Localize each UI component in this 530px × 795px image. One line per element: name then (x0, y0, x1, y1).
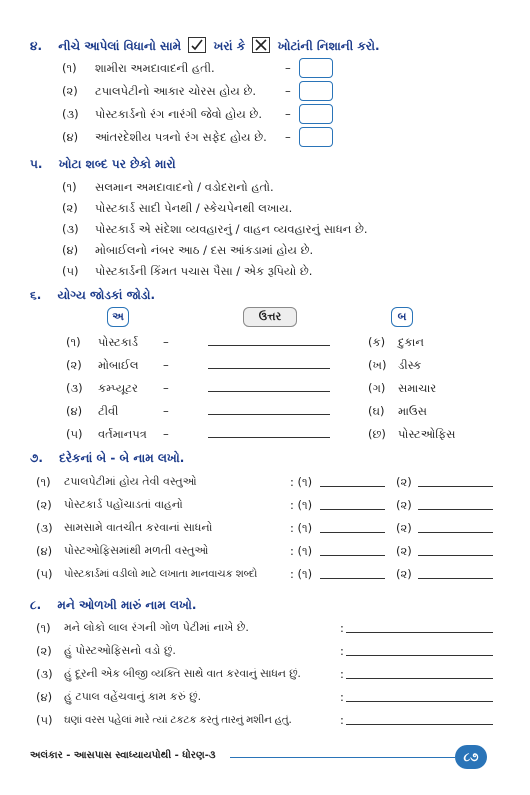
section-title-mid: ખરાં કે (213, 39, 246, 53)
right-number: (ગ) (368, 381, 386, 395)
item-number: (૨) (36, 498, 52, 512)
left-text: ટીવી (98, 404, 119, 418)
left-number: (૫) (66, 427, 83, 441)
right-text: સમાચાર (398, 381, 437, 395)
answer-line[interactable] (418, 509, 493, 510)
item-text: શામીરા અમદાવાદની હતી. (95, 61, 215, 75)
answer-1-label: : (૧) (290, 567, 313, 581)
item-dash: – (285, 130, 291, 144)
page-footer (0, 745, 530, 769)
left-dash: – (163, 358, 169, 372)
section-number: ૪. (30, 39, 42, 53)
item-text: ટપાલપેટીનો આકાર ચોરસ હોય છે. (95, 84, 257, 98)
left-text: પોસ્ટકાર્ડ (98, 335, 138, 349)
answer-2-label: (૨) (396, 544, 412, 558)
answer-line[interactable] (346, 632, 493, 633)
answer-1-label: : (૧) (290, 544, 313, 558)
answer-line[interactable] (320, 532, 385, 533)
answer-line[interactable] (320, 509, 385, 510)
cross-box-icon (252, 37, 270, 53)
answer-line[interactable] (346, 724, 493, 725)
answer-line[interactable] (346, 678, 493, 679)
item-number: (૨) (62, 84, 78, 98)
answer-2-label: (૨) (396, 475, 412, 489)
answer-1-label: : (૧) (290, 475, 313, 489)
item-text: મને લોકો લાલ રંગની ગોળ પેટીમાં નાખે છે. (64, 621, 249, 634)
column-b-label: બ (391, 307, 413, 327)
section-title: યોગ્ય જોડકાં જોડો. (57, 288, 156, 302)
item-number: (૩) (62, 107, 79, 121)
item-number: (૨) (36, 644, 52, 658)
item-number: (૩) (62, 222, 79, 236)
section-number: ૫. (30, 157, 43, 171)
item-text: પોસ્ટકાર્ડ સાદી પેનથી / સ્કેચપેનથી લખાય. (95, 201, 293, 215)
colon: : (340, 713, 344, 727)
answer-line[interactable] (208, 345, 330, 346)
right-text: દુકાન (398, 335, 424, 349)
section-number: ૮. (30, 598, 42, 612)
item-text: હું પોસ્ટઓફિસનો વડો છું. (64, 644, 176, 657)
right-text: માઉસ (398, 404, 427, 418)
left-dash: – (163, 427, 169, 441)
colon: : (340, 644, 344, 658)
item-text: પોસ્ટકાર્ડનો રંગ નારંગી જેવો હોય છે. (95, 107, 262, 121)
answer-line[interactable] (208, 368, 330, 369)
left-number: (૧) (66, 335, 81, 349)
colon: : (340, 621, 344, 635)
section-title: દરેકનાં બે - બે નામ લખો. (59, 451, 185, 465)
colon: : (340, 690, 344, 704)
answer-line[interactable] (346, 701, 493, 702)
right-number: (ઘ) (368, 404, 385, 418)
item-number: (૩) (36, 521, 53, 535)
item-text: પોસ્ટકાર્ડ એ સંદેશા વ્યવહારનું / વાહન વ્યવહારનું સાધન છે. (95, 222, 368, 236)
item-number: (૧) (62, 180, 77, 194)
section-title: ખોટા શબ્દ પર છેકો મારો (58, 157, 176, 171)
item-number: (૧) (62, 61, 77, 75)
right-text: ડીસ્ક (398, 358, 422, 372)
left-text: કમ્પ્યૂટર (98, 381, 138, 395)
answer-box[interactable] (299, 58, 333, 78)
tick-box-icon (188, 37, 206, 53)
answer-line[interactable] (208, 437, 330, 438)
item-text: ટપાલપેટીમાં હોય તેવી વસ્તુઓ (64, 475, 197, 488)
item-number: (૩) (36, 667, 53, 681)
item-number: (૪) (62, 243, 79, 257)
section-number: ૬. (30, 288, 42, 302)
item-number: (૪) (36, 690, 53, 704)
column-a-label: અ (107, 307, 129, 327)
right-number: (ખ) (368, 358, 387, 372)
item-text: હું દૂરની એક બીજી વ્યક્તિ સાથે વાત કરવાનું સાધન છું. (64, 667, 301, 680)
section-6-heading (30, 288, 155, 303)
left-number: (૪) (66, 404, 83, 418)
answer-box[interactable] (299, 127, 333, 147)
answer-line[interactable] (208, 414, 330, 415)
answer-line[interactable] (320, 555, 385, 556)
left-number: (૨) (66, 358, 82, 372)
item-number: (૧) (36, 621, 51, 635)
answer-line[interactable] (418, 555, 493, 556)
section-7-heading (30, 451, 184, 466)
item-number: (૪) (36, 544, 53, 558)
section-title-post: ખોટાંની નિશાની કરો. (277, 39, 380, 53)
answer-line[interactable] (320, 578, 385, 579)
right-text: પોસ્ટઓફિસ (398, 427, 456, 441)
left-dash: – (163, 335, 169, 349)
left-dash: – (163, 381, 169, 395)
item-number: (૧) (36, 475, 51, 489)
colon: : (340, 667, 344, 681)
section-4-heading (30, 37, 380, 54)
answer-line[interactable] (208, 391, 330, 392)
item-number: (૪) (62, 130, 79, 144)
item-text: પોસ્ટકાર્ડની કિંમત પચાસ પૈસા / એક રૂપિયો છે. (95, 264, 313, 278)
item-text: ઘણાં વરસ પહેલાં મારે ત્યાં ટકટક કરતું તારનું મશીન હતું. (64, 714, 292, 726)
column-answer-label: ઉત્તર (243, 307, 297, 327)
item-text: સલમાન અમદાવાદનો / વડોદરાનો હતો. (95, 180, 274, 194)
item-number: (૨) (62, 201, 78, 215)
item-number: (૫) (36, 567, 53, 581)
footer-divider (230, 757, 455, 758)
section-8-heading (30, 598, 196, 613)
item-text: પોસ્ટઓફિસમાંથી મળતી વસ્તુઓ (64, 544, 209, 557)
item-text: મોબાઈલનો નંબર આઠ / દસ આંકડામાં હોય છે. (95, 243, 314, 257)
item-text: પોસ્ટકાર્ડ પહોંચાડતાં વાહનો (64, 498, 183, 511)
item-number: (૫) (62, 264, 79, 278)
answer-2-label: (૨) (396, 521, 412, 535)
answer-line[interactable] (418, 532, 493, 533)
answer-2-label: (૨) (396, 567, 412, 581)
left-text: વર્તમાનપત્ર (98, 427, 147, 441)
left-dash: – (163, 404, 169, 418)
item-number: (૫) (36, 713, 53, 727)
answer-line[interactable] (346, 655, 493, 656)
item-dash: – (285, 107, 291, 121)
answer-line[interactable] (418, 578, 493, 579)
item-text: હું ટપાલ વહેંચવાનું કામ કરું છું. (64, 690, 202, 703)
answer-2-label: (૨) (396, 498, 412, 512)
answer-1-label: : (૧) (290, 521, 313, 535)
item-text: પોસ્ટકાર્ડમાં વડીલો માટે લખાતા માનવાચક શબ્દો (64, 568, 258, 580)
item-text: આંતરદેશીય પત્રનો રંગ સફેદ હોય છે. (95, 130, 267, 144)
answer-line[interactable] (320, 486, 385, 487)
section-title: મને ઓળખી મારું નામ લખો. (57, 598, 197, 612)
page-number: ૮૭ (455, 745, 487, 769)
right-number: (ક) (368, 335, 386, 349)
item-text: સામસામે વાતચીત કરવાનાં સાધનો (64, 521, 213, 534)
right-number: (છ) (368, 427, 386, 441)
left-number: (૩) (66, 381, 83, 395)
answer-box[interactable] (299, 104, 333, 124)
footer-book-title: અલંકાર - આસપાસ સ્વાધ્યાયપોથી - ધોરણ-૩ (30, 750, 216, 761)
section-title-pre: નીચે આપેલાં વિધાનો સામે (58, 39, 182, 53)
item-dash: – (285, 84, 291, 98)
section-5-heading (30, 157, 176, 172)
answer-line[interactable] (418, 486, 493, 487)
section-number: ૭. (30, 451, 43, 465)
answer-1-label: : (૧) (290, 498, 313, 512)
answer-box[interactable] (299, 81, 333, 101)
left-text: મોબાઈલ (98, 358, 139, 372)
item-dash: – (285, 61, 291, 75)
